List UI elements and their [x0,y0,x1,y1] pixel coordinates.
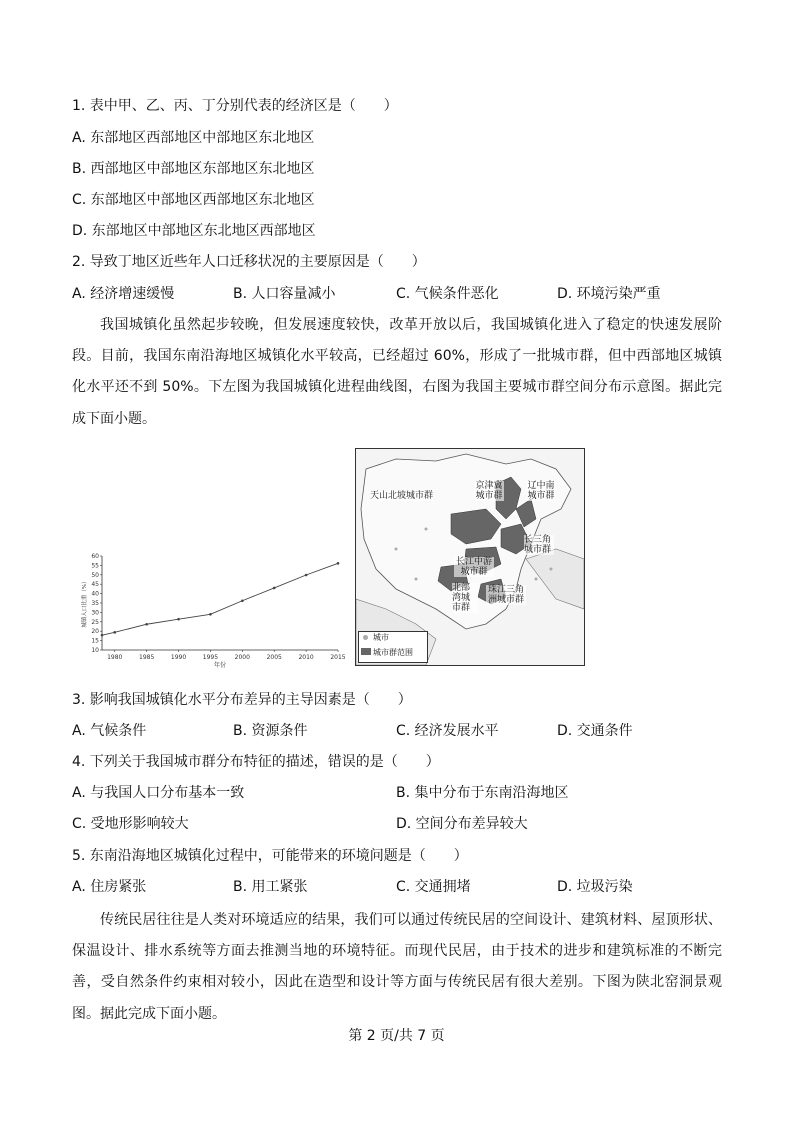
x-tick-label: 2000 [234,654,250,661]
legend-cluster-label: 城市群范围 [373,648,413,657]
urbanization-series-line [102,563,338,635]
q5-option-d: D. 垃圾污染 [557,879,633,895]
q2-option-b: B. 人口容量减小 [233,286,336,302]
q3-stem: 3. 影响我国城镇化水平分布差异的主导因素是（ ） [72,692,412,708]
q4-option-d: D. 空间分布差异较大 [396,816,528,832]
data-point [209,613,212,616]
data-point [273,587,276,590]
q5-stem: 5. 东南沿海地区城镇化过程中，可能带来的环境问题是（ ） [72,848,468,864]
q1-stem: 1. 表中甲、乙、丙、丁分别代表的经济区是（ ） [72,98,398,114]
map-label-changsanjiao: 长三角城市群 [524,535,554,555]
y-tick-label: 50 [91,571,99,579]
q1-option-b: B. 西部地区中部地区东部地区东北地区 [72,161,315,177]
map-label-zhujiang: 珠江三角洲城市群 [487,585,524,605]
q3-option-c: C. 经济发展水平 [396,723,499,739]
data-point [113,631,116,634]
q1-option-d: D. 东部地区中部地区东北地区西部地区 [72,223,316,239]
q5-option-c: C. 交通拥堵 [396,879,471,895]
urbanization-chart [80,552,345,672]
y-tick-label: 35 [91,600,99,607]
y-tick-label: 60 [91,553,99,560]
y-tick-label: 15 [91,637,99,645]
q4-option-a: A. 与我国人口分布基本一致 [72,785,245,801]
q2-option-d: D. 环境污染严重 [557,286,661,302]
city-dot-icon [363,635,368,640]
q5-option-b: B. 用工紧张 [233,879,308,895]
data-point [337,562,340,565]
y-tick-label: 30 [91,609,99,617]
q1-option-c: C. 东部地区中部地区西部地区东北地区 [72,192,315,208]
q3-option-d: D. 交通条件 [557,723,633,739]
urbanization-chart-svg [80,552,345,672]
q4-option-c: C. 受地形影响较大 [72,816,189,832]
map-label-jingjinji: 京津冀城市群 [475,481,503,501]
x-tick-label: 1985 [139,654,155,661]
map-legend [358,631,428,663]
map-label-beibuwan: 北部湾城市群 [452,583,478,613]
q1-option-a: A. 东部地区西部地区中部地区东北地区 [72,130,315,146]
map-label-changjiang: 长江中游城市群 [455,557,492,577]
y-tick-label: 45 [91,581,99,589]
x-tick-label: 2015 [330,654,345,661]
map-label-tianshan: 天山北坡城市群 [370,491,434,501]
legend-city-label: 城市 [373,633,389,642]
data-point [241,599,244,602]
y-tick-label: 55 [91,562,99,570]
x-tick-label: 1995 [202,654,219,661]
q5-option-a: A. 住房紧张 [72,879,147,895]
data-point [177,618,180,621]
q3-option-a: A. 气候条件 [72,723,147,739]
q3-option-b: B. 资源条件 [233,723,308,739]
x-tick-label: 1980 [107,654,123,661]
data-point [101,634,104,637]
y-tick-label: 25 [91,618,99,626]
q4-stem: 4. 下列关于我国城市群分布特征的描述，错误的是（ ） [72,754,440,770]
q2-stem: 2. 导致丁地区近些年人口迁移状况的主要原因是（ ） [72,254,426,270]
q2-option-c: C. 气候条件恶化 [396,286,499,302]
q2-option-a: A. 经济增速缓慢 [72,286,175,302]
city-cluster-map [355,448,585,666]
y-axis-title: 城镇人口比重（%） [82,578,88,628]
q4-option-b: B. 集中分布于东南沿海地区 [396,785,569,801]
y-tick-label: 10 [91,647,99,654]
passage-traditional-dwellings: 传统民居往往是人类对环境适应的结果，我们可以通过传统民居的空间设计、建筑材料、屋顶形状、保温设计、排水系统等方面去推测当地的环境特征。而现代民居，由于技术的进步和建筑标准的不断完善，受自然条件约束相对较小，因此在造型和设计等方面与传统民居有很大差别。下图为陕北窑洞景观图。据此完成下面小题。 [72,912,722,1022]
data-point [305,574,308,577]
x-tick-label: 1990 [170,654,187,661]
x-axis-title: 年份 [213,662,227,669]
passage-urbanization: 我国城镇化虽然起步较晚，但发展速度较快，改革开放以后，我国城镇化进入了稳定的快速发展阶段。目前，我国东南沿海地区城镇化水平较高，已经超过 60%，形成了一批城市群，但中西部地区城镇化水平还不到 50%。下左图为我国城镇化进程曲线图，右图为我国主要城市群空间分布示意图。据此完成下面小题。 [72,317,722,427]
page-footer: 第 2 页/共 7 页 [348,1028,445,1044]
data-point [145,623,148,626]
cluster-swatch-icon [361,648,371,655]
x-tick-label: 2010 [298,654,314,661]
x-tick-label: 2005 [266,654,282,661]
map-label-liaozhongnan: 辽中南城市群 [527,481,555,501]
y-tick-label: 40 [91,590,99,598]
y-tick-label: 20 [91,628,99,636]
